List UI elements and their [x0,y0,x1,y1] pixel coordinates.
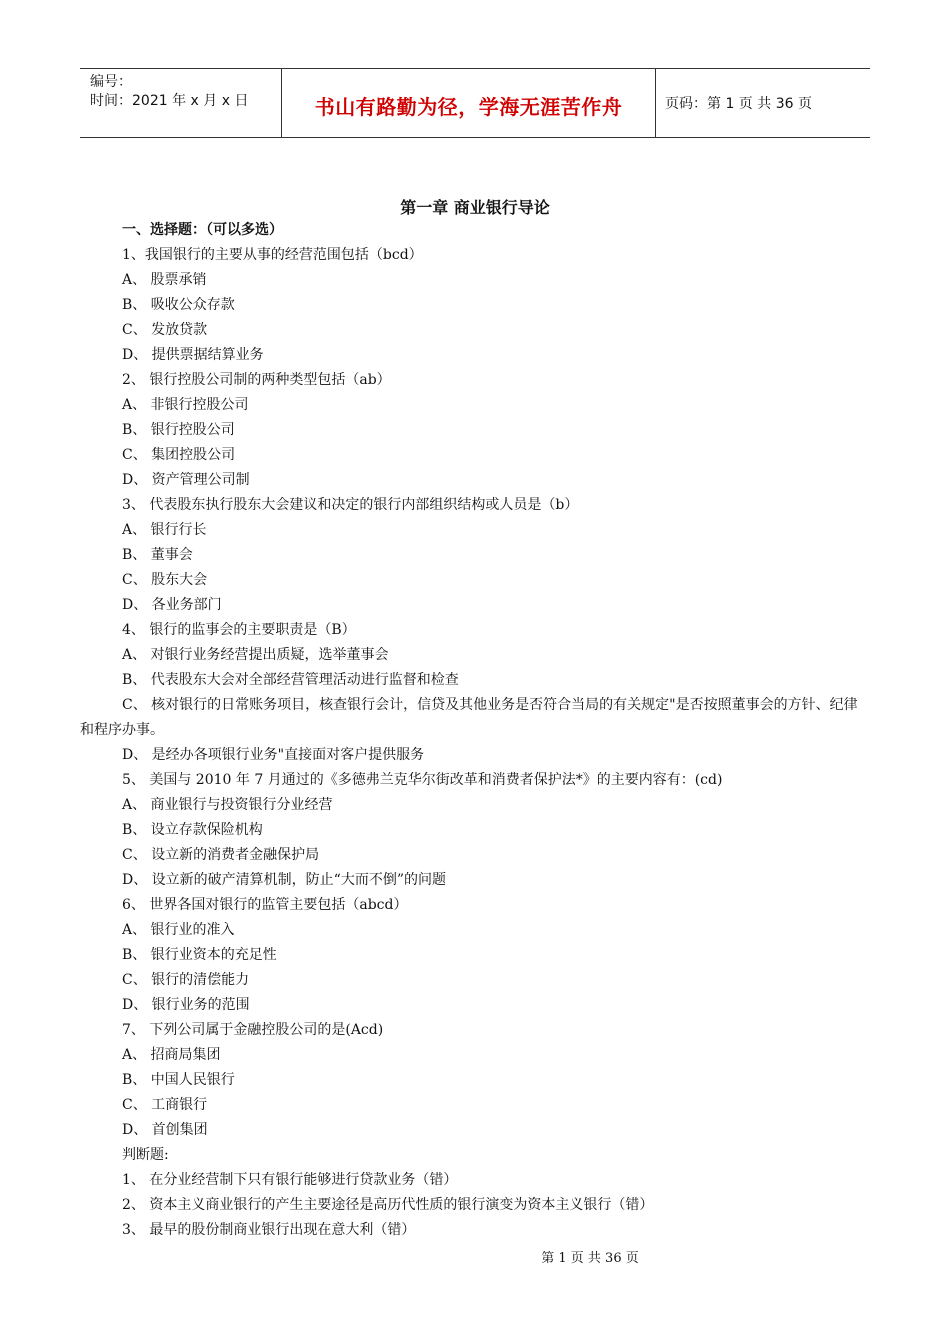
option-line: D、 是经办各项银行业务"直接面对客户提供服务 [122,747,425,763]
question-line: 2、 资本主义商业银行的产生主要途径是高历代性质的银行演变为资本主义银行（错） [122,1197,654,1213]
question-line: 5、 美国与 2010 年 7 月通过的《多德弗兰克华尔街改革和消费者保护法*》的主要内容有：(cd) [122,772,723,788]
section-heading: 判断题: [122,1147,169,1163]
option-line: C、 设立新的消费者金融保护局 [122,847,320,863]
option-line: C、 工商银行 [122,1097,208,1113]
question-line: 2、 银行控股公司制的两种类型包括（ab） [122,372,391,388]
header-number: 编号： [90,74,132,90]
option-line: B、 吸收公众存款 [122,297,235,313]
question-line: 3、 代表股东执行股东大会建议和决定的银行内部组织结构或人员是（b） [122,497,579,513]
option-line: B、 银行控股公司 [122,422,235,438]
page-header [80,68,870,138]
option-line: A、 招商局集团 [122,1047,221,1063]
option-line: B、 代表股东大会对全部经营管理活动进行监督和检查 [122,672,459,688]
option-line: A、 银行行长 [122,522,207,538]
option-line: C、 银行的清偿能力 [122,972,250,988]
question-line: 3、 最早的股份制商业银行出现在意大利（错） [122,1222,416,1238]
question-line: 1、我国银行的主要从事的经营范围包括（bcd） [122,247,423,263]
option-line: B、 董事会 [122,547,193,563]
option-line: B、 银行业资本的充足性 [122,947,277,963]
option-line: B、 设立存款保险机构 [122,822,263,838]
option-line: D、 首创集团 [122,1122,208,1138]
question-line: 4、 银行的监事会的主要职责是（B） [122,622,356,638]
option-line: D、 设立新的破产清算机制，防止“大而不倒”的问题 [122,872,446,888]
header-page-info: 页码：第 1 页 共 36 页 [665,96,812,112]
option-line: C、 集团控股公司 [122,447,236,463]
question-line: 7、 下列公司属于金融控股公司的是(Acd) [122,1022,384,1038]
option-line: C、 股东大会 [122,572,208,588]
chapter-title: 第一章 商业银行导论 [400,198,550,217]
option-line: A、 非银行控股公司 [122,397,249,413]
header-meta [80,69,282,137]
option-line: D、 各业务部门 [122,597,222,613]
option-line: C、 发放贷款 [122,322,208,338]
option-line: A、 商业银行与投资银行分业经营 [122,797,333,813]
option-line: A、 对银行业务经营提出质疑，选举董事会 [122,647,389,663]
question-line: 1、 在分业经营制下只有银行能够进行贷款业务（错） [122,1172,458,1188]
page-footer [0,1247,950,1266]
option-line: A、 银行业的准入 [122,922,235,938]
question-line: 6、 世界各国对银行的监管主要包括（abcd） [122,897,408,913]
header-motto: 书山有路勤为径，学海无涯苦作舟 [282,69,656,137]
option-line: A、 股票承销 [122,272,207,288]
header-date: 时间：2021 年 x 月 x 日 [90,93,249,109]
option-line: C、 核对银行的日常账务项目，核查银行会计，信贷及其他业务是否符合当局的有关规定"是否按照董事会的方针、纪律和程序办事。 [80,697,858,738]
option-line: D、 资产管理公司制 [122,472,250,488]
option-line: B、 中国人民银行 [122,1072,235,1088]
option-line: D、 银行业务的范围 [122,997,250,1013]
section-heading: 一、选择题：（可以多选） [122,222,283,238]
document-body [80,218,870,1243]
option-line: D、 提供票据结算业务 [122,347,264,363]
footer-page-number: 第 1 页 共 36 页 [541,1251,639,1266]
